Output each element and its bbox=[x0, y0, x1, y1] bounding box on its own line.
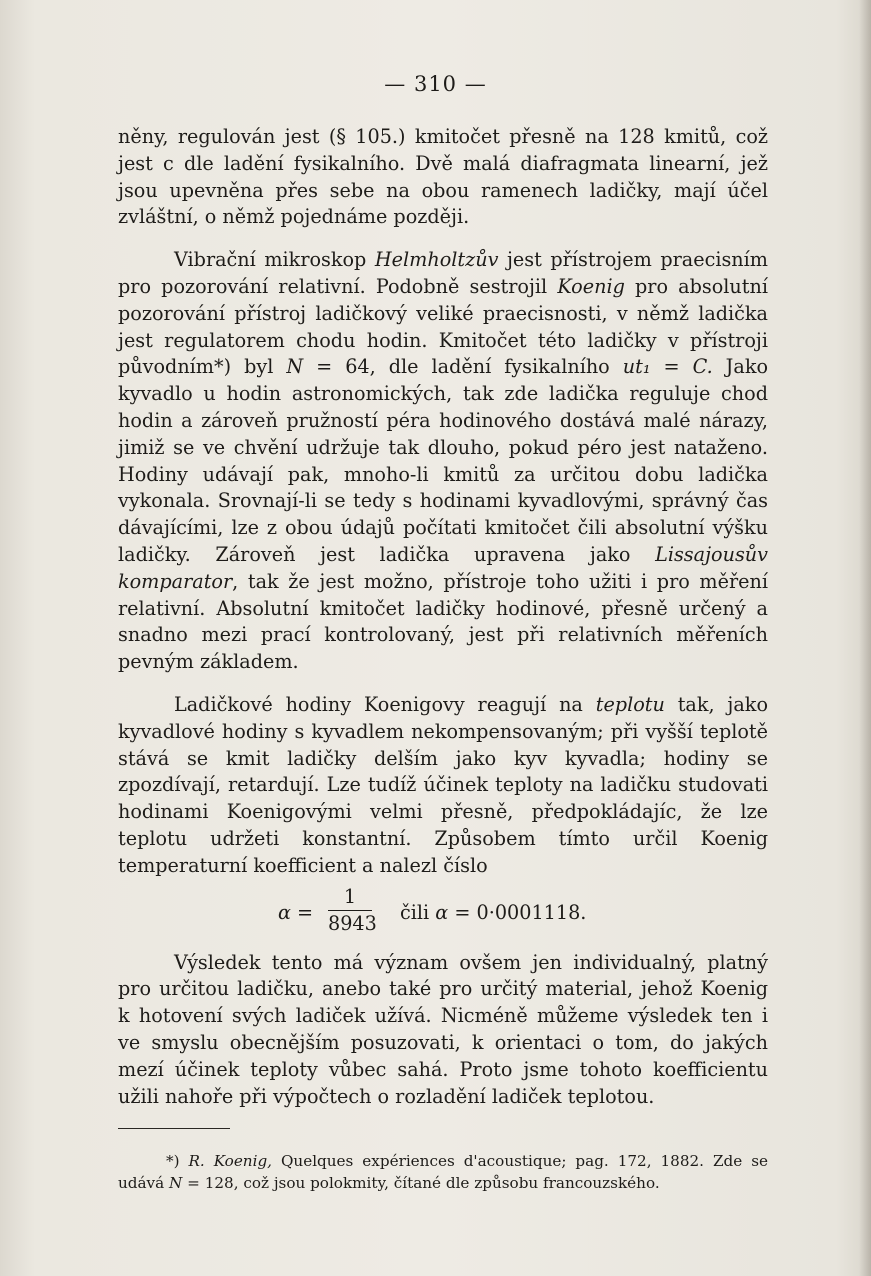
formula-rhs bbox=[400, 900, 586, 927]
p3-italic-teplotu: teplotu bbox=[595, 692, 665, 716]
p4-text: Výsledek tento má význam ovšem jen individualný, platný pro určitou ladičku, anebo také pro určitý material, jehož Koenig k hotovení svých ladiček užívá. Nicméně můžeme výsledek ten i ve smyslu obecnějším posuzovati, k orientaci o tom, do jakých mezí účinek teploty vůbec sahá. Proto jsme tohoto koefficientu užili nahoře při výpočtech o rozladění ladiček teplotou. bbox=[118, 950, 768, 1108]
footnote-rule bbox=[118, 1128, 230, 1129]
footnote-author: R. Koenig, bbox=[188, 1152, 272, 1170]
p2-italic-ut: ut₁ = C. bbox=[622, 355, 713, 379]
formula-lhs: α = bbox=[278, 900, 314, 924]
paragraph-3 bbox=[118, 692, 768, 880]
p2-text-4: = 64, dle ladění fysikalního bbox=[303, 355, 623, 379]
footnote-text-1: Quelques expériences d'acoustique; pag. 172, 1882. Zde se udává bbox=[118, 1152, 768, 1192]
footnote-text-2: = 128, což jsou polokmity, čítané dle způsobu francouzského. bbox=[182, 1174, 660, 1192]
page-number: — 310 — bbox=[384, 72, 487, 96]
footnote-line bbox=[118, 1152, 768, 1192]
fraction-bar bbox=[328, 910, 372, 911]
p2-text-2: jest přístrojem praecisním pro pozorování relativní. Podobně sestrojil bbox=[118, 248, 769, 298]
footnote-marker: *) bbox=[166, 1152, 189, 1170]
p2-italic-koenig: Koenig bbox=[557, 274, 625, 298]
p2-text-6: , tak že jest možno, přístroje toho užiti i pro měření relativní. Absolutní kmitočet ladičky hodinové, přesně určený a snadno mezi prací kontrolovaný, jest při relativních měřeních pevným základem. bbox=[118, 569, 768, 674]
footnote bbox=[118, 1150, 768, 1194]
p2-text-1: Vibrační mikroskop bbox=[174, 248, 375, 272]
page-edge-shadow bbox=[859, 0, 871, 1276]
p2-italic-helmholtz: Helmholtzův bbox=[374, 248, 499, 272]
paragraph-2 bbox=[118, 247, 768, 676]
formula-value: = 0·0001118. bbox=[448, 900, 587, 924]
formula-fraction bbox=[328, 884, 377, 935]
formula-numerator: 1 bbox=[343, 884, 357, 908]
body-text bbox=[118, 124, 768, 1110]
paragraph-4 bbox=[118, 950, 768, 1111]
paragraph-1 bbox=[118, 124, 768, 231]
paragraph-1-text: něny, regulován jest (§ 105.) kmitočet přesně na 128 kmitů, což jest c dle ladění fysikalního. Dvě malá diafragmata linearní, jež jsou upevněna přes sebe na obou ramenech ladičky, mají účel zvláštní, o němž pojednáme později. bbox=[118, 125, 768, 229]
formula-word: čili bbox=[400, 900, 436, 924]
p2-italic-lissajous: Lissajousův komparator bbox=[118, 542, 768, 593]
p2-text-3: pro absolutní pozorování přístroj ladičkový veliké praecisnosti, v němž ladička jest regulatorem chodu hodin. Kmitočet této ladičky v přístroji původním*) byl bbox=[118, 274, 768, 379]
p3-text-2: tak, jako kyvadlové hodiny s kyvadlem nekompensovaným; při vyšší teplotě stává se kmit ladičky delším jako kyv kyvadla; hodiny se zpozdívají, retardují. Lze tudíž účinek teploty na ladičku studovati hodinami Koenigovými velmi přesně, předpokládajíc, že lze teplotu udržeti konstantní. Způsobem tímto určil Koenig temperaturní koefficient a nalezl číslo bbox=[118, 692, 768, 877]
p2-text-5: Jako kyvadlo u hodin astronomických, tak zde ladička reguluje chod hodin a zároveň pružností péra hodinového dostává malé nárazy, jimiž se ve chvění udržuje tak dlouho, pokud péro jest nataženo. Hodiny udávají pak, mnoho-li kmitů za určitou dobu ladička vykonala. Srovnají-li se tedy s hodinami kyvadlovými, správný čas dávajícími, lze z obou údajů počítati kmitočet čili absolutní výšku ladičky. Zároveň jest ladička upravena jako bbox=[118, 355, 768, 566]
p3-text-1: Ladičkové hodiny Koenigovy reagují na bbox=[174, 692, 596, 716]
p2-italic-n: N bbox=[286, 355, 304, 379]
footnote-var: N bbox=[169, 1174, 183, 1192]
formula bbox=[118, 884, 768, 936]
formula-denominator: 8943 bbox=[328, 911, 377, 935]
formula-var: α bbox=[435, 900, 449, 924]
